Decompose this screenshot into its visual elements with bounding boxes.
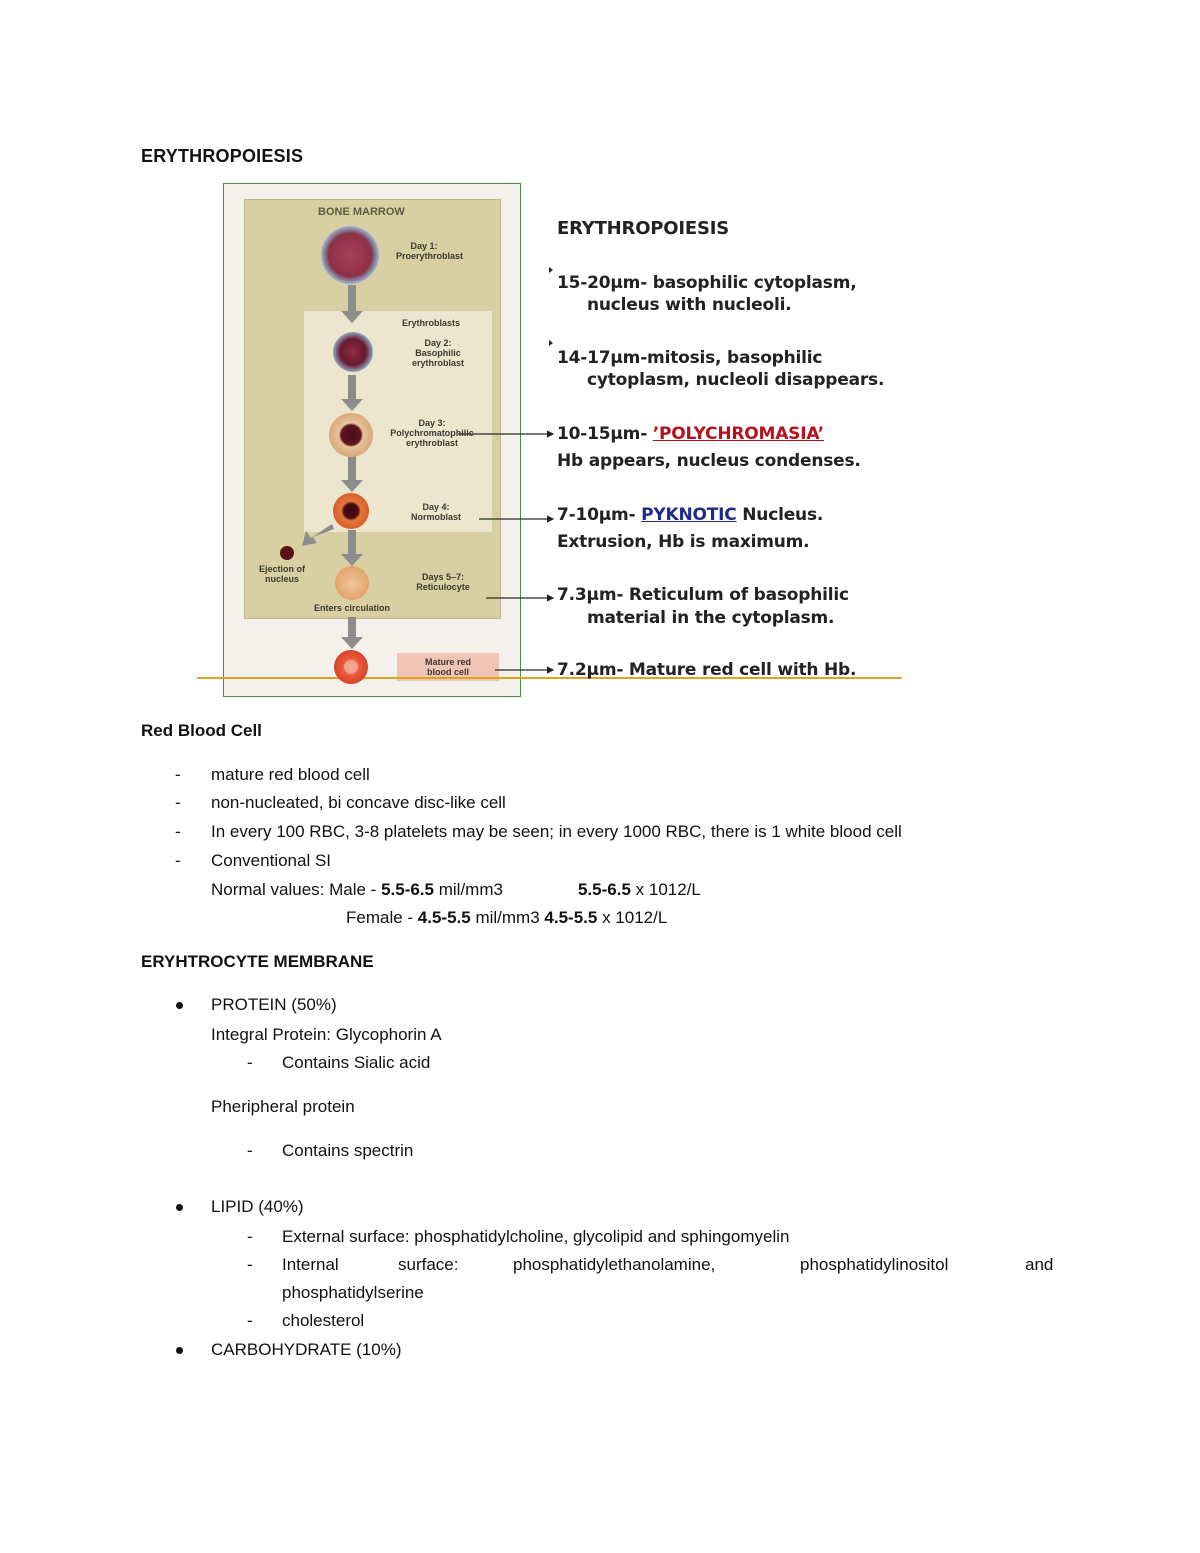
stage3-line2: Hb appears, nucleus condenses. bbox=[557, 451, 861, 471]
ejected-nucleus bbox=[280, 546, 294, 560]
stage5-line2: material in the cytoplasm. bbox=[587, 608, 835, 628]
dash-bullet: - bbox=[247, 1255, 253, 1274]
dash-bullet: - bbox=[247, 1227, 253, 1246]
lipid-internal-word: and bbox=[1025, 1255, 1054, 1274]
connector-lines bbox=[458, 434, 553, 670]
rbc-item: In every 100 RBC, 3-8 platelets may be seen; in every 1000 RBC, there is 1 white blood cell bbox=[211, 822, 902, 841]
normoblast-cell bbox=[333, 493, 369, 529]
polychromatophilic-erythroblast-cell bbox=[329, 413, 373, 457]
rbc-item: Conventional SI bbox=[211, 851, 332, 870]
dash-bullet: - bbox=[175, 851, 181, 870]
mature-label: Mature red blood cell bbox=[424, 657, 471, 677]
stage3-line1: 10-15µm- ’POLYCHROMASIA’ bbox=[557, 424, 824, 444]
dash-bullet: - bbox=[247, 1311, 253, 1330]
stage2-line1: 14-17µm-mitosis, basophilic bbox=[557, 348, 823, 368]
dash-bullet: - bbox=[247, 1053, 253, 1072]
day1-label: Day 1: Proerythroblast bbox=[396, 241, 464, 261]
stage1-line2: nucleus with nucleoli. bbox=[587, 295, 792, 315]
lipid-external: External surface: phosphatidylcholine, glycolipid and sphingomyelin bbox=[282, 1227, 790, 1246]
days57-label: Days 5–7: Reticulocyte bbox=[416, 572, 470, 592]
protein-item: PROTEIN (50%) bbox=[211, 995, 337, 1014]
day4-label: Day 4: Normoblast bbox=[410, 502, 461, 522]
enters-circulation-label: Enters circulation bbox=[314, 603, 391, 613]
stage6-line: 7.2µm- Mature red cell with Hb. bbox=[557, 660, 857, 680]
dash-bullet: - bbox=[175, 793, 181, 812]
stage5-line1: 7.3µm- Reticulum of basophilic bbox=[557, 585, 849, 605]
reticulocyte-cell bbox=[335, 566, 369, 600]
integral-protein-item: Contains Sialic acid bbox=[282, 1053, 431, 1072]
dash-bullet: - bbox=[175, 822, 181, 841]
membrane-heading: ERYHTROCYTE MEMBRANE bbox=[141, 952, 374, 971]
male-si-value: 5.5-6.5 x 1012/L bbox=[578, 880, 701, 899]
lipid-internal-line2: phosphatidylserine bbox=[282, 1283, 424, 1302]
figure-right-title: ERYTHROPOIESIS bbox=[557, 218, 730, 239]
dash-bullet: - bbox=[175, 765, 181, 784]
small-ticks bbox=[549, 267, 553, 346]
peripheral-protein: Pheripheral protein bbox=[211, 1097, 355, 1116]
bullet-dot bbox=[176, 1347, 183, 1354]
stage2-line2: cytoplasm, nucleoli disappears. bbox=[587, 370, 885, 390]
peripheral-protein-item: Contains spectrin bbox=[282, 1141, 414, 1160]
day3-label: Day 3: Polychromatophilic erythroblast bbox=[390, 418, 474, 448]
bullet-dot bbox=[176, 1204, 183, 1211]
bullet-dot bbox=[176, 1002, 183, 1009]
stage4-line2: Extrusion, Hb is maximum. bbox=[557, 532, 810, 552]
rbc-item: mature red blood cell bbox=[211, 765, 370, 784]
page-heading: ERYTHROPOIESIS bbox=[141, 146, 304, 166]
carbohydrate-item: CARBOHYDRATE (10%) bbox=[211, 1340, 402, 1359]
lipid-internal-word: Internal bbox=[282, 1255, 339, 1274]
rbc-item: non-nucleated, bi concave disc-like cell bbox=[211, 793, 506, 812]
lipid-internal-word: phosphatidylethanolamine, bbox=[513, 1255, 716, 1274]
basophilic-erythroblast-cell bbox=[333, 332, 373, 372]
bone-marrow-title: BONE MARROW bbox=[318, 206, 405, 218]
stage4-line1: 7-10µm- PYKNOTIC Nucleus. bbox=[557, 505, 824, 525]
lipid-internal-word: surface: bbox=[398, 1255, 459, 1274]
dash-bullet: - bbox=[247, 1141, 253, 1160]
normal-values-male: Normal values: Male - 5.5-6.5 mil/mm3 bbox=[211, 880, 503, 899]
lipid-internal-word: phosphatidylinositol bbox=[800, 1255, 949, 1274]
rbc-heading: Red Blood Cell bbox=[141, 721, 262, 740]
ejection-label: Ejection of nucleus bbox=[258, 564, 305, 584]
integral-protein: Integral Protein: Glycophorin A bbox=[211, 1025, 442, 1044]
erythroblasts-title: Erythroblasts bbox=[402, 318, 461, 328]
lipid-item: LIPID (40%) bbox=[211, 1197, 304, 1216]
day2-label: Day 2: Basophilic erythroblast bbox=[411, 338, 464, 368]
stage1-line1: 15-20µm- basophilic cytoplasm, bbox=[557, 273, 857, 293]
normal-values-female: Female - 4.5-5.5 mil/mm3 4.5-5.5 x 1012/L bbox=[346, 908, 668, 927]
lipid-cholesterol: cholesterol bbox=[282, 1311, 365, 1330]
